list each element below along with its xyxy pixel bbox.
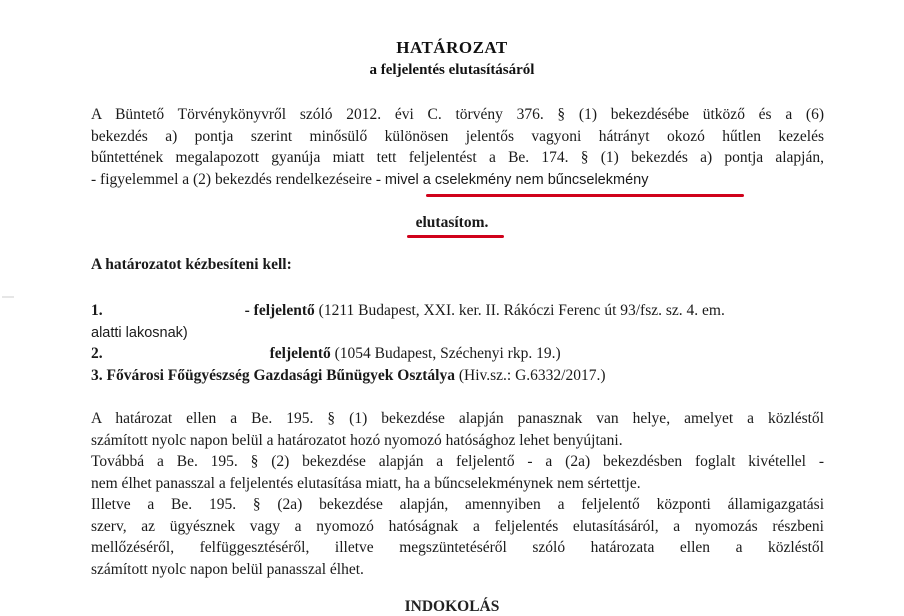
decision-underline xyxy=(407,235,504,238)
intro-line-last xyxy=(91,169,824,192)
delivery-heading: A határozatot kézbesíteni kell: xyxy=(91,256,292,273)
remedy-line: Továbbá a Be. 195. § (2) bekezdése alapján a feljelentő - a (2a) bekezdésben foglalt kivétellel - xyxy=(91,453,824,470)
remedy-line: A határozat ellen a Be. 195. § (1) bekezdése alapján panasznak van helye, amelyet a közléstől xyxy=(91,410,824,427)
recipient-address: (1211 Budapest, XXI. ker. II. Rákóczi Ferenc út 93/fsz. sz. 4. em. xyxy=(314,302,725,319)
remedy-line: számított nyolc napon belül a határozatot hozó nyomozó hatósághoz lehet benyújtani. xyxy=(91,431,623,449)
recipient-role: feljelentő xyxy=(269,345,331,362)
remedy-line: Illetve a Be. 195. § (2a) bekezdése alapján, amennyiben a feljelentő központi államigazgatási xyxy=(91,496,824,513)
intro-line: bekezdés a) pontja szerint minősülő különösen jelentős vagyoni hátrányt okozó hűtlen kezelés xyxy=(91,127,824,145)
recipient-address: (Hiv.sz.: G.6332/2017.) xyxy=(454,367,606,384)
scan-artifact xyxy=(2,296,14,298)
document-subtitle: a feljelentés elutasításáról xyxy=(369,62,535,78)
remedy-line: nem élhet panasszal a feljelentés elutasítása miatt, ha a bűncselekménynek nem sértettje. xyxy=(91,474,641,492)
recipient-3 xyxy=(91,365,824,387)
intro-paragraph xyxy=(91,104,824,191)
remedy-paragraph xyxy=(91,408,824,580)
recipient-number: 3. xyxy=(91,367,103,384)
recipient-2 xyxy=(91,343,824,365)
remedy-line: mellőzéséről, felfüggesztéséről, illetve megszüntetéséről szóló határozata ellen a közléstől xyxy=(91,539,824,556)
next-section-heading: INDOKOLÁS xyxy=(404,598,500,615)
intro-line: A Büntető Törvénykönyvről szóló 2012. évi C. törvény 376. § (1) bekezdésébe ütköző és a (6) xyxy=(91,106,824,123)
recipient-number: 2. xyxy=(91,345,103,362)
intro-line: bűntettének megalapozott gyanúja miatt tett feljelentést a Be. 174. § (1) bekezdés a) pontja alapján, xyxy=(91,149,824,166)
document-title: HATÁROZAT xyxy=(396,38,508,57)
highlight-underline xyxy=(426,194,744,197)
intro-highlight-text: mivel a cselekmény nem bűncselekmény xyxy=(384,171,649,188)
remedy-line: számított nyolc napon belül panasszal élhet. xyxy=(91,560,364,578)
recipient-address: (1054 Budapest, Széchenyi rkp. 19.) xyxy=(330,345,561,362)
recipient-role: - feljelentő xyxy=(244,302,315,319)
recipient-address-cont: alatti lakosnak) xyxy=(91,324,188,341)
recipient-number: 1. xyxy=(91,302,103,319)
remedy-line: szerv, az ügyésznek vagy a nyomozó hatóságnak a feljelentés elutasításáról, a nyomozás részbeni xyxy=(91,517,824,535)
intro-last-prefix: - figyelemmel a (2) bekezdés rendelkezéseire - xyxy=(91,170,385,188)
decision-text: elutasítom. xyxy=(415,214,489,231)
recipient-1 xyxy=(91,300,824,344)
recipient-role: Fővárosi Főügyészség Gazdasági Bűnügyek Osztálya xyxy=(106,367,455,384)
